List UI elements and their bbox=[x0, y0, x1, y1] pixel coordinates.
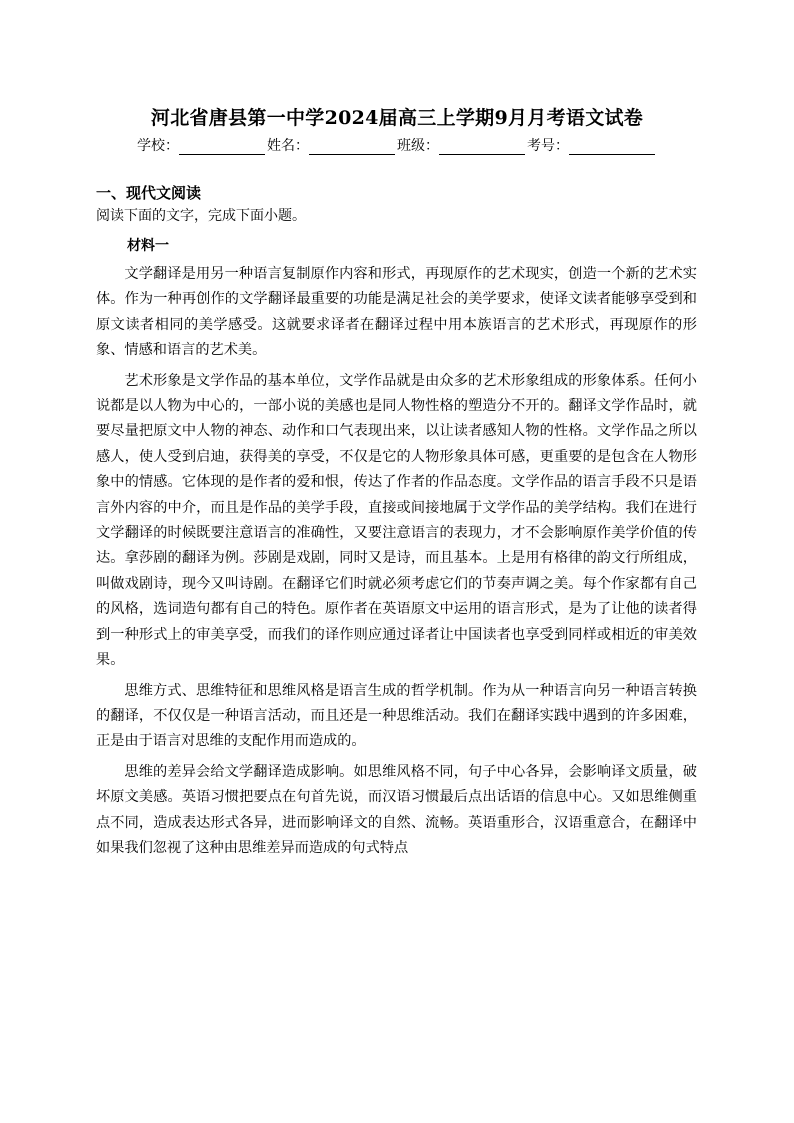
passage-paragraph: 思维方式、思维特征和思维风格是语言生成的哲学机制。作为从一种语言向另一种语言转换的翻译，不仅仅是一种语言活动，而且还是一种思维活动。我们在翻译实践中遇到的许多困难，正是由于语言对思维的支配作用而造成的。 bbox=[96, 682, 697, 750]
school-field bbox=[137, 135, 267, 155]
section-instruction: 阅读下面的文字，完成下面小题。 bbox=[96, 208, 306, 224]
name-label: 姓名： bbox=[267, 138, 309, 154]
section-heading: 一、现代文阅读 bbox=[96, 184, 202, 202]
exam-title: 河北省唐县第一中学2024届高三上学期9月月考语文试卷 bbox=[150, 107, 644, 129]
class-label: 班级： bbox=[397, 138, 439, 154]
passage-paragraph: 思维的差异会给文学翻译造成影响。如思维风格不同，句子中心各异，会影响译文质量，破坏原文美感。英语习惯把要点在句首先说，而汉语习惯最后点出话语的信息中心。又如思维侧重点不同，造成表达形式各异，进而影响译文的自然、流畅。英语重形合，汉语重意合，在翻译中如果我们忽视了这种由思维差异而造成的句式特点 bbox=[96, 763, 697, 856]
material-label: 材料一 bbox=[127, 238, 169, 254]
class-field bbox=[397, 135, 527, 155]
school-blank[interactable] bbox=[179, 138, 265, 155]
class-blank[interactable] bbox=[439, 138, 525, 155]
passage-paragraph: 文学翻译是用另一种语言复制原作内容和形式，再现原作的艺术现实，创造一个新的艺术实体。作为一种再创作的文学翻译最重要的功能是满足社会的美学要求，使译文读者能够享受到和原文读者相同的美学感受。这就要求译者在翻译过程中用本族语言的艺术形式，再现原作的形象、情感和语言的艺术美。 bbox=[96, 266, 697, 359]
name-field bbox=[267, 135, 397, 155]
school-label: 学校： bbox=[137, 138, 179, 154]
exam-number-label: 考号： bbox=[527, 138, 569, 154]
exam-number-field bbox=[527, 135, 657, 155]
name-blank[interactable] bbox=[309, 138, 395, 155]
passage-paragraph: 艺术形象是文学作品的基本单位，文学作品就是由众多的艺术形象组成的形象体系。任何小说都是以人物为中心的，一部小说的美感也是同人物性格的塑造分不开的。翻译文学作品时，就要尽量把原文中人物的神态、动作和口气表现出来，以让读者感知人物的性格。文学作品之所以感人，使人受到启迪，获得美的享受，不仅是它的人物形象具体可感，更重要的是包含在人物形象中的情感。它体现的是作者的爱和恨，传达了作者的作品态度。文学作品的语言手段不只是语言外内容的中介，而且是作品的美学手段，直接或间接地属于文学作品的美学结构。我们在进行文学翻译的时候既要注意语言的准确性，又要注意语言的表现力，才不会影响原作美学价值的传达。拿莎剧的翻译为例。莎剧是戏剧，同时又是诗，而且基本。上是用有格律的韵文行所组成，叫做戏剧诗，现今又叫诗剧。在翻译它们时就必须考虑它们的节奏声调之美。每个作家都有自己的风格，选词造句都有自己的特色。原作者在英语原文中运用的语言形式，是为了让他的读者得到一种形式上的审美享受，而我们的译作则应通过译者让中国读者也享受到同样或相近的审美效果。 bbox=[96, 372, 697, 669]
reading-passage bbox=[96, 262, 697, 866]
student-info-row bbox=[0, 135, 794, 155]
exam-number-blank[interactable] bbox=[569, 138, 655, 155]
